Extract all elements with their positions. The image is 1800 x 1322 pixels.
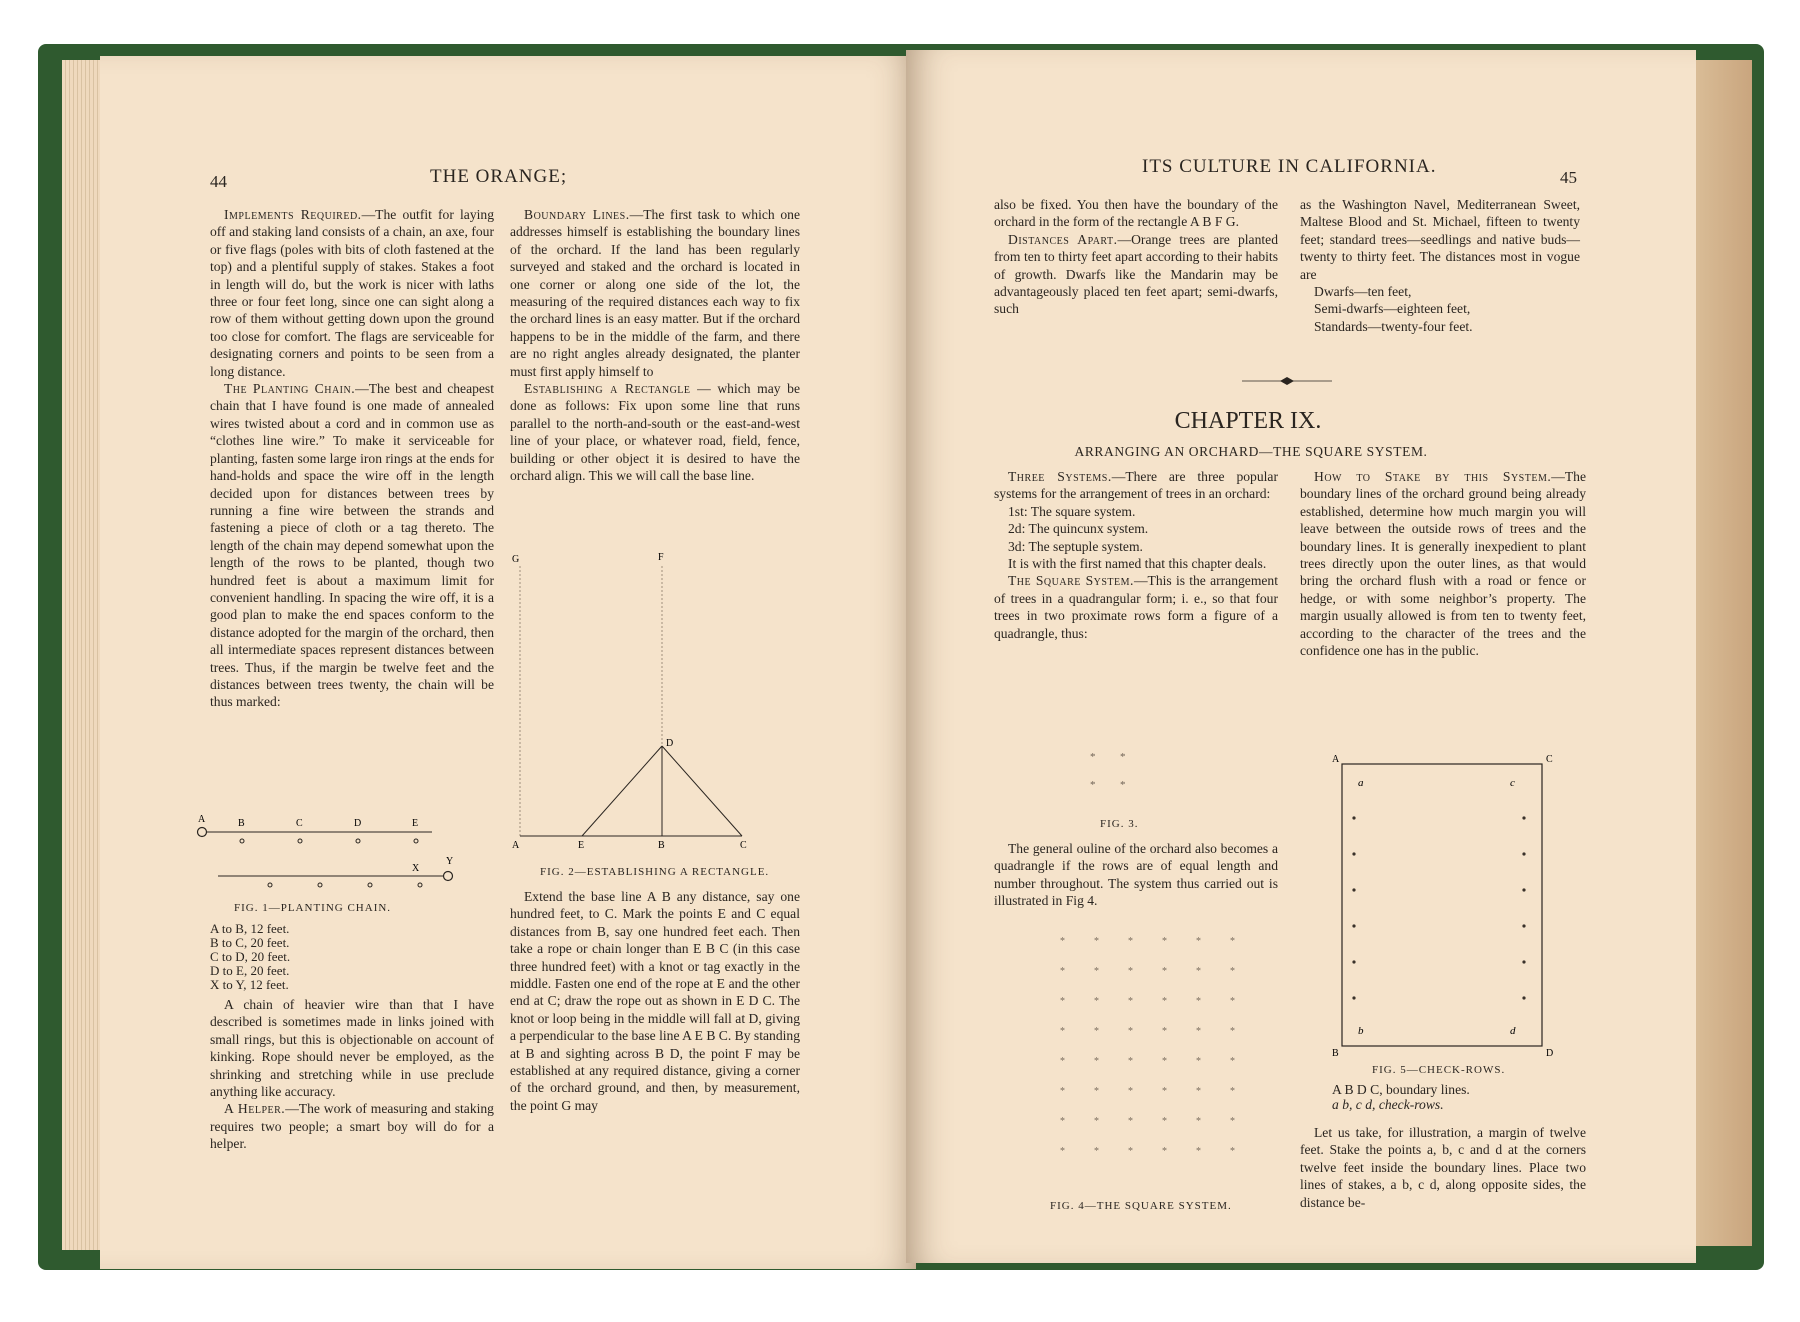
fig1-label-y: Y bbox=[446, 856, 454, 867]
tree-mark: * bbox=[1094, 936, 1099, 947]
fig2-label-b: B bbox=[658, 840, 665, 851]
tree-mark: * bbox=[1162, 1056, 1167, 1067]
left-column-2-bottom bbox=[510, 888, 800, 1114]
distance-list bbox=[1300, 283, 1580, 335]
tree-mark: * bbox=[1162, 1086, 1167, 1097]
tree-mark: * bbox=[1128, 936, 1133, 947]
stake-mark bbox=[1522, 996, 1525, 999]
paragraph-extend-base-line: Extend the base line A B any distance, say one hundred feet, to C. Mark the points E and C equal distances from B, say one hundred feet each. Then take a rope or chain longer than E B C (in this case three hundred feet) with a knot or tag exactly in the middle. Fasten one end of the rope at E and the other end at C; draw the rope out as shown in E D C. The knot or loop being in the middle will fall at D, giving a perpendicular to the base line A E B C. By standing at B and sighting across B D, the point F may be established at any required distance, giving a corner of the orchard ground, and then, by measurement, the point G may bbox=[510, 889, 800, 1113]
paragraph-implements: Implements Required.—The outfit for laying off and staking land consists of a chain, an axe, four or five flags (poles with bits of cloth fastened at the top) and a plentiful supply of stakes. Stakes a foot in length will do, but the work is nicer with laths three or four feet long, since one can sight along a row of them without getting down upon the ground too close for comfort. The flags are serviceable for designating corners and points to be seen from a long distance. bbox=[210, 207, 494, 379]
running-head-left: THE ORANGE; bbox=[430, 166, 568, 187]
fig5-legend bbox=[1332, 1082, 1592, 1112]
system-item: 3d: The septuple system. bbox=[1008, 538, 1143, 554]
left-page bbox=[100, 56, 916, 1269]
left-column-1 bbox=[210, 206, 494, 711]
fig4-caption: FIG. 4—THE SQUARE SYSTEM. bbox=[1050, 1200, 1232, 1212]
right-column-1 bbox=[994, 468, 1278, 642]
tree-mark: * bbox=[1094, 996, 1099, 1007]
fig1-label-e: E bbox=[412, 818, 419, 829]
tree-mark: * bbox=[1094, 1116, 1099, 1127]
page-number-left: 44 bbox=[210, 172, 227, 191]
stake-mark bbox=[1352, 888, 1355, 891]
stake-mark bbox=[1522, 852, 1525, 855]
stake-mark bbox=[1522, 960, 1525, 963]
page-number-right: 45 bbox=[1560, 168, 1577, 187]
fig5-label-d-upper: D bbox=[1546, 1048, 1554, 1059]
fig2-label-e: E bbox=[578, 840, 585, 851]
left-column-1-bottom bbox=[210, 996, 494, 1153]
tree-mark: * bbox=[1196, 1086, 1201, 1097]
stake-mark bbox=[1522, 816, 1525, 819]
tree-mark: * bbox=[1162, 1026, 1167, 1037]
fig5-label-d: d bbox=[1510, 1025, 1516, 1037]
tree-mark: * bbox=[1060, 1086, 1065, 1097]
fig2-label-g: G bbox=[512, 554, 520, 565]
right-column-2-bottom bbox=[1300, 1124, 1586, 1211]
ornament-divider bbox=[1242, 376, 1332, 386]
tree-mark: * bbox=[1162, 966, 1167, 977]
paragraph-helper: A Helper.—The work of measuring and staking requires two people; a smart boy will do for a helper. bbox=[210, 1101, 494, 1152]
tree-mark: * bbox=[1196, 1056, 1201, 1067]
fig5-label-c: c bbox=[1510, 777, 1515, 789]
chain-item: X to Y, 12 feet. bbox=[210, 977, 289, 992]
right-top-column-2 bbox=[1300, 196, 1580, 335]
tree-mark: * bbox=[1230, 1086, 1235, 1097]
right-page bbox=[906, 50, 1696, 1263]
svg-text:*: * bbox=[1120, 779, 1126, 791]
tree-mark: * bbox=[1230, 1116, 1235, 1127]
chapter-title: CHAPTER IX. bbox=[1174, 408, 1322, 434]
paragraph-first-named: It is with the first named that this chapter deals. bbox=[1008, 556, 1267, 572]
tree-mark: * bbox=[1230, 996, 1235, 1007]
fig3-caption: FIG. 3. bbox=[1100, 818, 1139, 830]
tree-mark: * bbox=[1060, 1026, 1065, 1037]
stake-mark bbox=[1522, 888, 1525, 891]
planting-chain-figure bbox=[180, 816, 510, 896]
fig3-quadrangle bbox=[1090, 750, 1140, 790]
tree-mark: * bbox=[1060, 936, 1065, 947]
tree-mark: * bbox=[1230, 1146, 1235, 1157]
tree-mark: * bbox=[1230, 1026, 1235, 1037]
tree-mark: * bbox=[1196, 1026, 1201, 1037]
tree-mark: * bbox=[1060, 1056, 1065, 1067]
fig5-check-rows bbox=[1332, 754, 1562, 1058]
tree-mark: * bbox=[1162, 1146, 1167, 1157]
fig2-caption: FIG. 2—ESTABLISHING A RECTANGLE. bbox=[540, 866, 770, 878]
tree-mark: * bbox=[1196, 996, 1201, 1007]
tree-mark: * bbox=[1196, 966, 1201, 977]
tree-mark: * bbox=[1128, 1086, 1133, 1097]
fig2-label-a: A bbox=[512, 840, 520, 851]
tree-mark: * bbox=[1060, 996, 1065, 1007]
tree-mark: * bbox=[1162, 996, 1167, 1007]
fig5-label-a-upper: A bbox=[1332, 754, 1340, 765]
distance-item: Semi-dwarfs—eighteen feet, bbox=[1314, 301, 1471, 317]
stake-mark bbox=[1352, 816, 1355, 819]
stake-mark bbox=[1352, 852, 1355, 855]
svg-text:*: * bbox=[1120, 751, 1126, 763]
tree-mark: * bbox=[1094, 1146, 1099, 1157]
paragraph-three-systems: Three Systems.—There are three popular systems for the arrangement of trees in an orchard: bbox=[994, 469, 1278, 502]
tree-mark: * bbox=[1230, 1056, 1235, 1067]
legend-item: a b, c d, check-rows. bbox=[1332, 1097, 1444, 1112]
paragraph-how-to-stake: How to Stake by this System.—The boundary lines of the orchard ground being already established, determine how much margin you will leave between the outside rows of trees and the boundary lines. It is generally inexpedient to plant trees directly upon the outer lines, as that would bring the orchard flush with a road or fence or hedge, or with some neighbor’s property. The margin usually allowed is from ten to twenty feet, according to the character of the trees and the confidence one has in the public. bbox=[1300, 469, 1586, 659]
stake-mark bbox=[1352, 996, 1355, 999]
chain-item: C to D, 20 feet. bbox=[210, 949, 291, 964]
distance-item: Dwarfs—ten feet, bbox=[1314, 284, 1412, 300]
fig1-label-c: C bbox=[296, 818, 303, 829]
fig4-square-system bbox=[1054, 932, 1254, 1182]
right-top-column-1 bbox=[994, 196, 1278, 318]
paragraph-also-be-fixed: also be fixed. You then have the boundary of the orchard in the form of the rectangle A B F G. bbox=[994, 197, 1278, 230]
paragraph-planting-chain: The Planting Chain.—The best and cheapest chain that I have found is one made of annealed wires twisted about a cord and in common use as “clothes line wire.” To make it serviceable for planting, fasten some large iron rings at the ends for hand-holds and space the wire off in the length decided upon for distances between trees by running a fine wire between the strands and fastening a piece of cloth or a tag thereto. The length of the chain may depend somewhat upon the length of the rows to be planted, though two hundred feet is about a maximum limit for convenient handling. In spacing the wire off, it is a good plan to make the end spaces conform to the distance adopted for the margin of the orchard, then all intermediate spaces represent distances between trees. Thus, if the margin be twelve feet and the distances between trees twenty, the chain will be thus marked: bbox=[210, 381, 494, 710]
paragraph-distances-apart: Distances Apart.—Orange trees are planted from ten to thirty feet apart according to their habits of growth. Dwarfs like the Mandarin may be advantageously placed ten feet apart; semi-dwarfs, such bbox=[994, 231, 1278, 317]
chain-item: D to E, 20 feet. bbox=[210, 963, 290, 978]
tree-mark: * bbox=[1128, 1026, 1133, 1037]
tree-mark: * bbox=[1196, 1146, 1201, 1157]
tree-mark: * bbox=[1060, 966, 1065, 977]
running-head-right: ITS CULTURE IN CALIFORNIA. bbox=[1142, 156, 1437, 177]
chapter-subtitle: ARRANGING AN ORCHARD—THE SQUARE SYSTEM. bbox=[1074, 444, 1428, 459]
systems-list bbox=[994, 503, 1278, 555]
fig1-label-b: B bbox=[238, 818, 245, 829]
fig1-label-d: D bbox=[354, 818, 362, 829]
fig5-label-a: a bbox=[1358, 777, 1364, 789]
stake-mark bbox=[1352, 924, 1355, 927]
tree-mark: * bbox=[1196, 1116, 1201, 1127]
right-column-1-middle bbox=[994, 840, 1278, 910]
svg-text:*: * bbox=[1090, 779, 1096, 791]
fig5-caption: FIG. 5—CHECK-ROWS. bbox=[1372, 1064, 1506, 1076]
system-item: 1st: The square system. bbox=[1008, 503, 1136, 519]
chain-measurements bbox=[210, 922, 494, 992]
paragraph-square-system: The Square System.—This is the arrangement of trees in a quadrangular form; i. e., so that four trees in two proximate rows form a figure of a quadrangle, thus: bbox=[994, 573, 1278, 641]
fig1-label-x: X bbox=[412, 863, 420, 874]
paragraph-rectangle: Establishing a Rectangle — which may be done as follows: Fix upon some line that runs parallel to the north-and-south or the east-and-west line of your place, or whatever road, field, fence, building or other object it is desired to have the orchard align. This we will call the base line. bbox=[510, 381, 800, 484]
tree-mark: * bbox=[1230, 966, 1235, 977]
svg-text:*: * bbox=[1090, 751, 1096, 763]
tree-mark: * bbox=[1128, 1116, 1133, 1127]
tree-mark: * bbox=[1128, 1056, 1133, 1067]
chain-item: B to C, 20 feet. bbox=[210, 935, 290, 950]
tree-mark: * bbox=[1060, 1146, 1065, 1157]
left-column-2 bbox=[510, 206, 800, 485]
fig5-label-c-upper: C bbox=[1546, 754, 1553, 765]
paragraph-varieties: as the Washington Navel, Mediterranean Sweet, Maltese Blood and St. Michael, fifteen to twenty feet; standard trees—seedlings and native buds—twenty to thirty feet. The distances most in vogue are bbox=[1300, 197, 1580, 282]
rear-page-edge bbox=[1690, 60, 1752, 1246]
chain-item: A to B, 12 feet. bbox=[210, 921, 290, 936]
tree-mark: * bbox=[1230, 936, 1235, 947]
fig5-label-b: b bbox=[1358, 1025, 1364, 1037]
rectangle-figure bbox=[512, 552, 802, 851]
tree-mark: * bbox=[1128, 966, 1133, 977]
legend-item: A B D C, boundary lines. bbox=[1332, 1082, 1470, 1097]
tree-mark: * bbox=[1094, 1026, 1099, 1037]
system-item: 2d: The quincunx system. bbox=[1008, 521, 1149, 537]
fig1-caption: FIG. 1—PLANTING CHAIN. bbox=[234, 902, 392, 914]
paragraph-heavier-wire: A chain of heavier wire than that I have described is sometimes made in links joined with small rings, but this is objectionable on account of kinking. Rope should never be employed, as the shrinking and stretching while in use preclude anything like accuracy. bbox=[210, 997, 494, 1100]
tree-mark: * bbox=[1162, 936, 1167, 947]
tree-mark: * bbox=[1162, 1116, 1167, 1127]
stake-mark bbox=[1522, 924, 1525, 927]
tree-mark: * bbox=[1060, 1116, 1065, 1127]
paragraph-general-outline: The general ouline of the orchard also becomes a quadrangle if the rows are of equal length and number throughout. The system thus carried out is illustrated in Fig 4. bbox=[994, 841, 1278, 909]
tree-mark: * bbox=[1128, 1146, 1133, 1157]
paragraph-boundary-lines: Boundary Lines.—The first task to which one addresses himself is establishing the boundary lines of the orchard. If the land has been regularly surveyed and staked and the orchard is located in one corner or along one side of the lot, the measuring of the required distances each way to fix the orchard lines is an easy matter. But if the orchard happens to be in the middle of the farm, and there are no right angles already designated, the planter must first apply himself to bbox=[510, 207, 800, 379]
tree-mark: * bbox=[1094, 966, 1099, 977]
right-column-2 bbox=[1300, 468, 1586, 659]
stake-mark bbox=[1352, 960, 1355, 963]
fig2-label-c: C bbox=[740, 840, 747, 851]
tree-mark: * bbox=[1128, 996, 1133, 1007]
paragraph-margin-illustration: Let us take, for illustration, a margin of twelve feet. Stake the points a, b, c and d at the corners twelve feet inside the boundary lines. Place two lines of stakes, a b, c d, along opposite sides, the distance be- bbox=[1300, 1125, 1586, 1210]
fig2-label-d: D bbox=[666, 738, 674, 749]
fig5-label-b-upper: B bbox=[1332, 1048, 1339, 1059]
tree-mark: * bbox=[1196, 936, 1201, 947]
fig1-label-a: A bbox=[198, 814, 206, 825]
tree-mark: * bbox=[1094, 1056, 1099, 1067]
fig2-label-f: F bbox=[658, 552, 664, 563]
distance-item: Standards—twenty-four feet. bbox=[1314, 318, 1473, 334]
tree-mark: * bbox=[1094, 1086, 1099, 1097]
